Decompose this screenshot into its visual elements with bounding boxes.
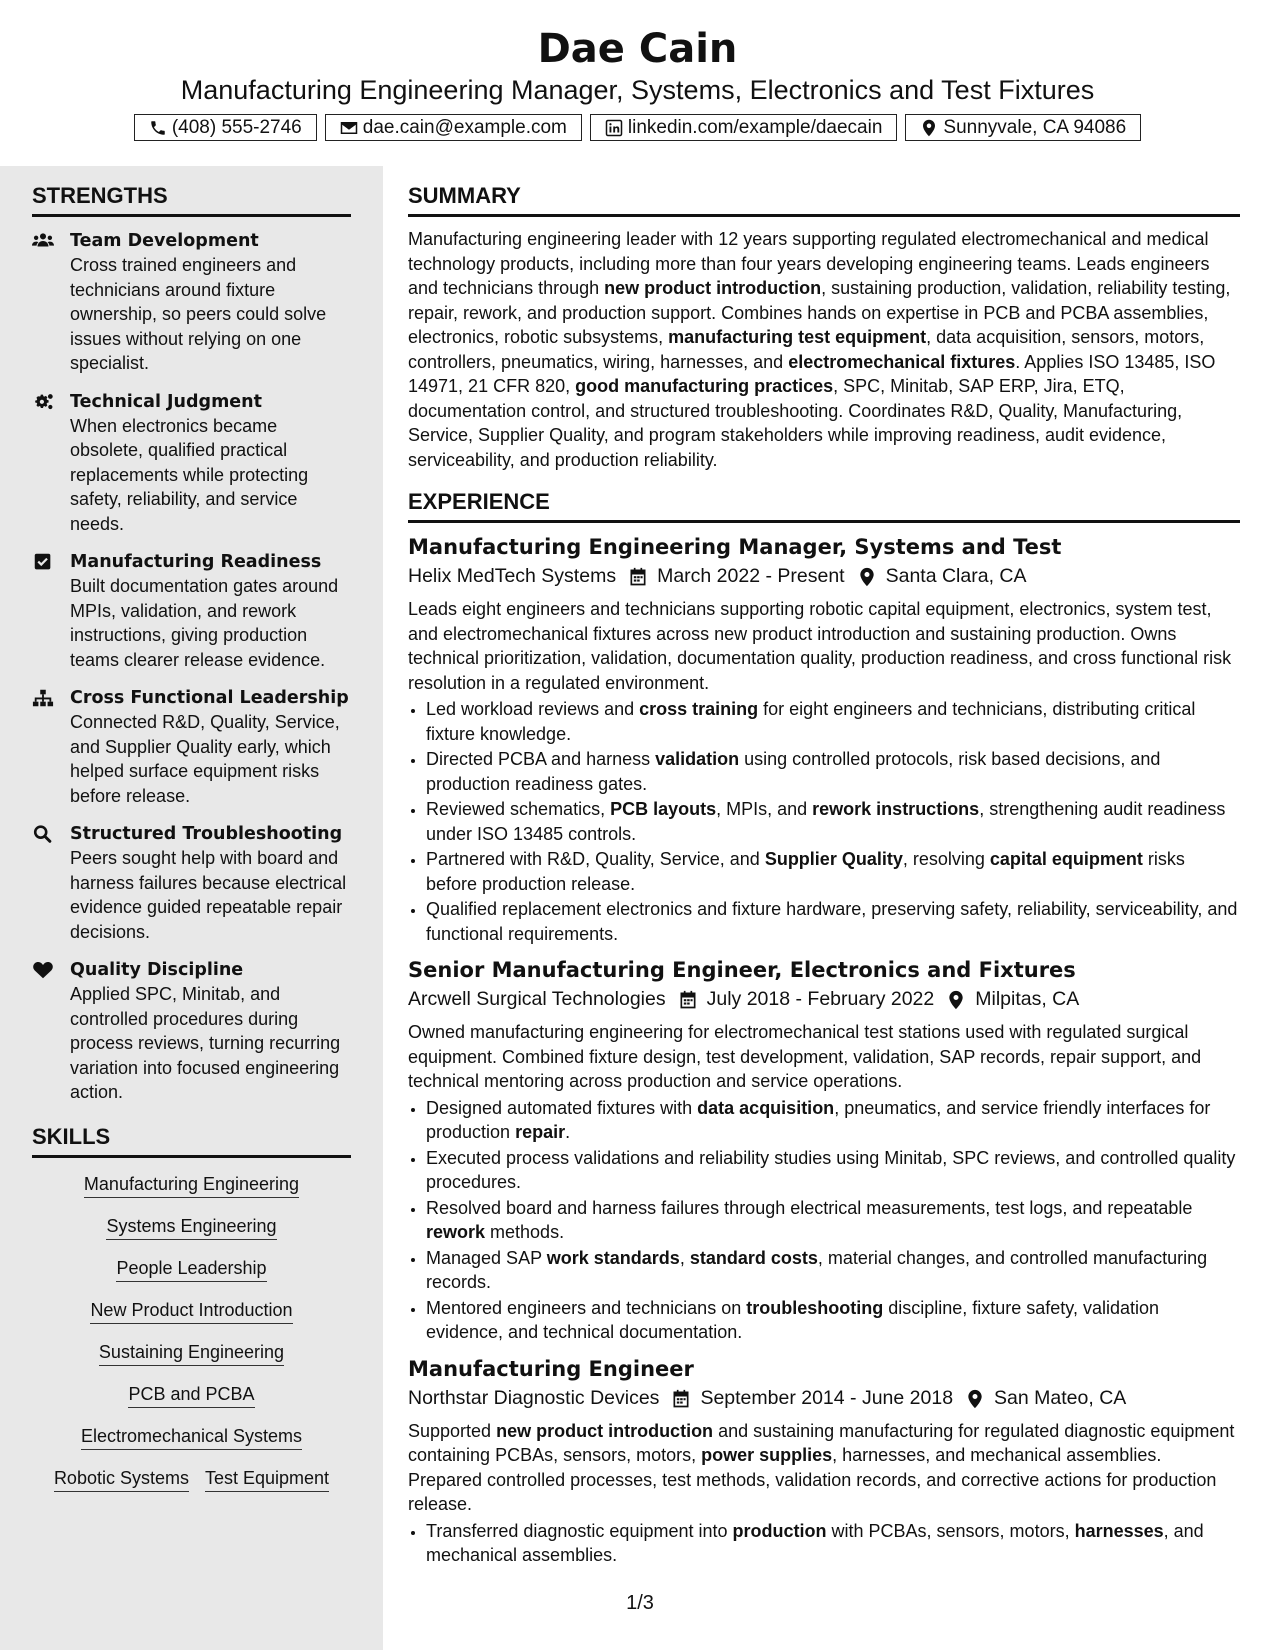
search-icon	[32, 824, 56, 844]
skill-tag: Robotic Systems	[54, 1466, 189, 1492]
bullet-item: • Resolved board and harness failures through electrical measurements, test logs, and repeatable rework methods.	[426, 1196, 1240, 1245]
job-description: Leads eight engineers and technicians supporting robotic capital equipment, electronics, system test, and electromechanical fixtures across new product introduction and sustaining production. Owns technical prioritization, validation, documentation quality, production readiness, and cross functional risk resolution in a regulated environment.	[408, 599, 1232, 693]
strengths-list	[0, 229, 383, 1105]
job-bullets	[408, 697, 1240, 946]
strength-title: Team Development	[70, 231, 259, 251]
bullet-item: • Executed process validations and reliability studies using Minitab, SPC reviews, and controlled quality procedures.	[426, 1146, 1240, 1195]
strength-item	[0, 229, 350, 376]
job-title: Senior Manufacturing Engineer, Electronics and Fixtures	[408, 958, 1076, 982]
contact-linkedin[interactable]	[590, 114, 898, 141]
skill-tag: New Product Introduction	[90, 1298, 292, 1324]
candidate-name: Dae Cain	[537, 26, 738, 72]
skill-tag: Sustaining Engineering	[99, 1340, 284, 1366]
job-company: Helix MedTech Systems	[408, 565, 617, 587]
map-pin-icon	[920, 119, 938, 137]
job-dates: March 2022 - Present	[657, 565, 845, 587]
bullet-item: • Directed PCBA and harness validation using controlled protocols, risk based decisions, and production readiness gates.	[426, 747, 1240, 796]
bullet-item: • Designed automated fixtures with data acquisition, pneumatics, and service friendly interfaces for production repair.	[426, 1096, 1240, 1145]
page-number: 1/3	[626, 1592, 654, 1614]
strength-title: Technical Judgment	[70, 391, 262, 412]
bullet-item: • Led workload reviews and cross training for eight engineers and technicians, distributing critical fixture knowledge.	[426, 697, 1240, 746]
calendar-icon	[671, 1388, 691, 1408]
skills-heading: SKILLS	[32, 1123, 351, 1158]
skill-tag: People Leadership	[116, 1256, 266, 1282]
job-meta	[408, 561, 1240, 591]
job-bullets	[408, 1519, 1240, 1568]
checkbox-icon	[32, 552, 56, 572]
email-text: dae.cain@example.com	[362, 116, 567, 138]
skill-tag: Electromechanical Systems	[81, 1424, 302, 1450]
skill-tag: Test Equipment	[205, 1466, 329, 1492]
contact-location[interactable]	[905, 114, 1141, 141]
job-entry	[408, 1355, 1240, 1568]
job-meta	[408, 1383, 1240, 1413]
bullet-item: • Partnered with R&D, Quality, Service, and Supplier Quality, resolving capital equipment risks before production release.	[426, 847, 1240, 896]
bullet-item: • Reviewed schematics, PCB layouts, MPIs, and rework instructions, strengthening audit readiness under ISO 13485 controls.	[426, 797, 1240, 846]
users-icon	[32, 231, 56, 251]
strength-title: Cross Functional Leadership	[70, 688, 349, 708]
summary-text: Manufacturing engineering leader with 12 years supporting regulated electromechanical and medical technology products, including more than four years developing engineering teams. Leads engineers and technicians through new product introduction, sustaining production, validation, reliability testing, repair, rework, and production support. Combines hands on expertise in PCB and PCBA assemblies, electronics, robotic subsystems, manufacturing test equipment, data acquisition, sensors, motors, controllers, pneumatics, wiring, harnesses, and electromechanical fixtures. Applies ISO 13485, ISO 14971, 21 CFR 820, good manufacturing practices, SPC, Minitab, SAP ERP, Jira, ETQ, documentation control, and structured troubleshooting. Coordinates R&D, Quality, Manufacturing, Service, Supplier Quality, and program stakeholders while improving readiness, audit evidence, serviceability, and production reliability.	[408, 229, 1231, 470]
job-bullets	[408, 1096, 1240, 1345]
bullet-item: • Mentored engineers and technicians on troubleshooting discipline, fixture safety, validation evidence, and technical documentation.	[426, 1296, 1240, 1345]
skill-tag: Manufacturing Engineering	[84, 1172, 299, 1198]
strength-item	[0, 550, 350, 672]
map-pin-icon	[965, 1388, 985, 1408]
strength-desc: Peers sought help with board and harness failures because electrical evidence guided repeatable repair decisions.	[70, 848, 347, 942]
location-text: Sunnyvale, CA 94086	[943, 116, 1127, 138]
map-pin-icon	[946, 989, 966, 1009]
candidate-headline: Manufacturing Engineering Manager, Systems, Electronics and Test Fixtures	[180, 75, 1095, 105]
strength-desc: Cross trained engineers and technicians around fixture ownership, so peers could solve issues without relying on one specialist.	[70, 255, 327, 373]
calendar-icon	[628, 566, 648, 586]
linkedin-icon	[605, 119, 623, 137]
phone-icon	[149, 119, 167, 137]
job-dates: July 2018 - February 2022	[706, 988, 935, 1010]
bullet-item: • Managed SAP work standards, standard costs, material changes, and controlled manufacturing records.	[426, 1246, 1240, 1295]
job-location: Milpitas, CA	[975, 988, 1080, 1010]
job-meta	[408, 984, 1240, 1014]
job-description: Supported new product introduction and sustaining manufacturing for regulated diagnostic equipment containing PCBAs, sensors, motors, power supplies, harnesses, and mechanical assemblies. Prepared controlled processes, test methods, validation records, and corrective actions for production release.	[408, 1420, 1235, 1514]
main-content	[408, 166, 1240, 1569]
strength-item	[0, 390, 350, 537]
calendar-icon	[678, 989, 698, 1009]
contact-phone[interactable]	[134, 114, 317, 141]
linkedin-text: linkedin.com/example/daecain	[627, 116, 883, 138]
job-entry	[408, 956, 1240, 1345]
gears-icon	[32, 392, 56, 412]
map-pin-icon	[857, 566, 877, 586]
experience-heading: EXPERIENCE	[408, 488, 1240, 523]
job-title: Manufacturing Engineer	[408, 1356, 694, 1381]
strength-item	[0, 958, 350, 1105]
strength-desc: When electronics became obsolete, qualified practical replacements while protecting safety, reliability, and service needs.	[70, 415, 309, 534]
strengths-heading: STRENGTHS	[32, 182, 351, 217]
heart-icon	[32, 960, 56, 980]
job-company: Northstar Diagnostic Devices	[408, 1386, 660, 1409]
bullet-item: • Transferred diagnostic equipment into production with PCBAs, sensors, motors, harnesses, and mechanical assemblies.	[426, 1519, 1240, 1568]
job-location: Santa Clara, CA	[885, 565, 1027, 587]
skills-list	[32, 1172, 351, 1492]
strength-desc: Connected R&D, Quality, Service, and Supplier Quality early, which helped surface equipment risks before release.	[70, 712, 340, 806]
strength-title: Quality Discipline	[70, 960, 244, 980]
envelope-icon	[340, 119, 358, 137]
strength-desc: Applied SPC, Minitab, and controlled procedures during process reviews, turning recurring variation into focused engineering action.	[70, 984, 341, 1102]
contact-email[interactable]	[325, 114, 582, 141]
sitemap-icon	[32, 688, 56, 708]
skill-tag: Systems Engineering	[106, 1214, 276, 1240]
job-entry	[408, 533, 1240, 946]
job-description: Owned manufacturing engineering for electromechanical test stations used with regulated surgical equipment. Combined fixture design, test development, validation, SAP records, repair support, and technical mentoring across production and service operations.	[408, 1022, 1202, 1091]
strength-desc: Built documentation gates around MPIs, validation, and rework instructions, giving production teams clearer release evidence.	[70, 576, 339, 670]
job-location: San Mateo, CA	[994, 1386, 1127, 1409]
job-dates: September 2014 - June 2018	[700, 1386, 954, 1409]
job-company: Arcwell Surgical Technologies	[408, 988, 666, 1010]
bullet-item: • Qualified replacement electronics and fixture hardware, preserving safety, reliability, serviceability, and functional requirements.	[426, 897, 1240, 946]
strength-item	[0, 822, 350, 944]
sidebar	[0, 166, 383, 1650]
summary-heading: SUMMARY	[408, 182, 1240, 217]
job-title: Manufacturing Engineering Manager, Systems and Test	[408, 535, 1062, 559]
strength-title: Structured Troubleshooting	[70, 824, 343, 844]
skill-tag: PCB and PCBA	[128, 1382, 254, 1408]
resume-header	[0, 0, 1275, 166]
strength-item	[0, 686, 350, 808]
phone-text: (408) 555-2746	[171, 116, 302, 138]
contact-bar	[0, 114, 1275, 141]
strength-title: Manufacturing Readiness	[70, 552, 322, 572]
